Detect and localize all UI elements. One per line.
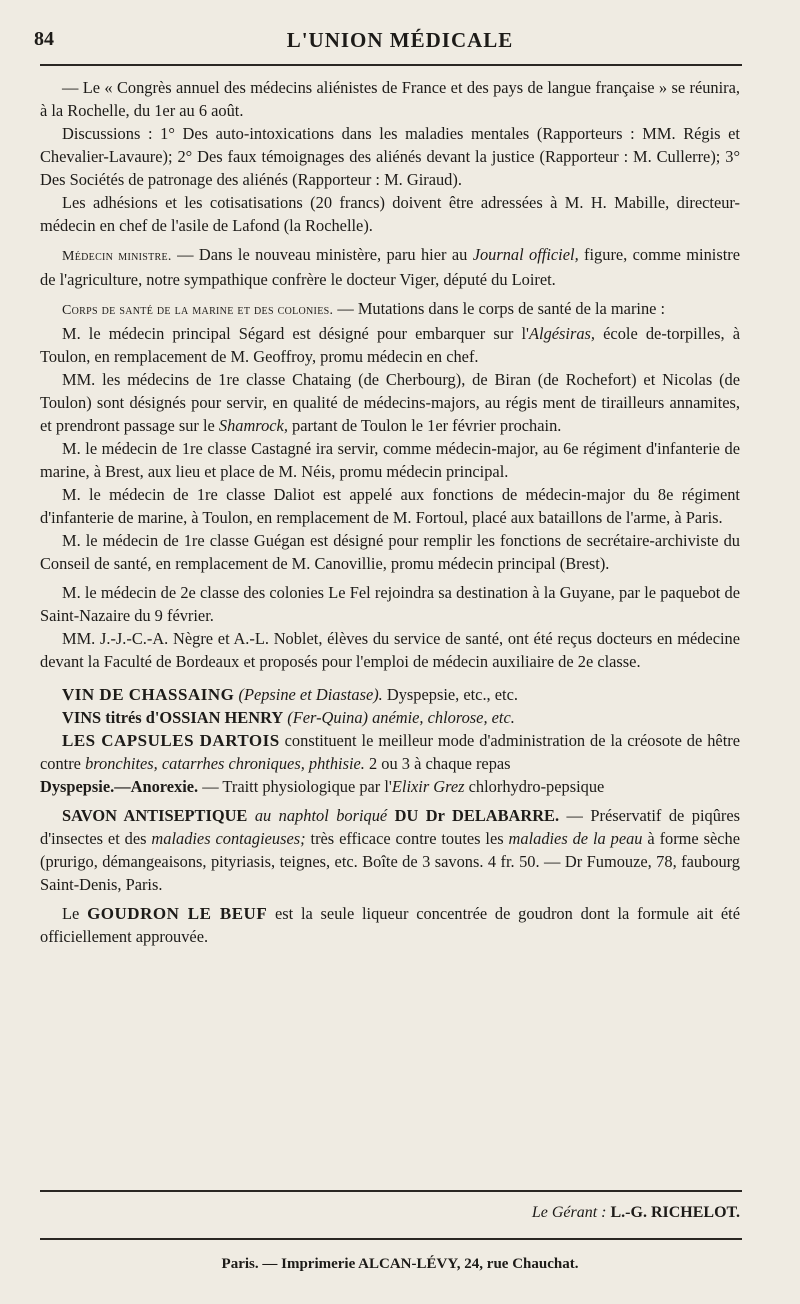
printer-imprint: Paris. — Imprimerie ALCAN-LÉVY, 24, rue Chauchat.: [221, 1256, 579, 1272]
daliot-paragraph: M. le médecin de 1re classe Daliot est appelé aux fonctions de médecin-major du 8e régiment d'infanterie de marine, à Toulon, en remplacement de M. Fortoul, placé aux bataillons de l'arme, à Paris.: [40, 485, 740, 527]
ministre-paragraph: Médecin ministre. — Dans le nouveau ministère, paru hier au Journal officiel, figure, comme ministre de l'agriculture, notre sympathique confrère le docteur Viger, député du Loiret.: [40, 245, 740, 289]
ministre-heading: Médecin ministre.: [62, 249, 172, 264]
fel-paragraph: M. le médecin de 2e classe des colonies Le Fel rejoindra sa destination à la Guyane, par le paquebot de Saint-Nazaire du 9 février.: [40, 583, 740, 625]
corps-paragraph: Corps de santé de la marine et des colonies. — Mutations dans le corps de santé de la marine :: [62, 299, 666, 318]
ad-ossian-henry: VINS titrés d'OSSIAN HENRY (Fer-Quina) anémie, chlorose, etc.: [62, 708, 515, 727]
corps-heading: Corps de santé de la marine et des colonies.: [62, 303, 334, 318]
guegan-paragraph: M. le médecin de 1re classe Guégan est désigné pour remplir les fonctions de secrétaire-archiviste du Conseil de santé, en remplacement de M. Canovillie, promu médecin principal (Brest).: [40, 531, 740, 573]
chataing-paragraph: MM. les médecins de 1re classe Chataing (de Cherbourg), de Biran (de Rochefort) et Nicolas (de Toulon) sont désignés pour servir, en qualité de médecins-majors, au régis ment de tirailleurs annamites, et prendront passage sur le Shamrock, partant de Toulon le 1er février prochain.: [40, 370, 740, 435]
castagne-paragraph: M. le médecin de 1re classe Castagné ira servir, comme médecin-major, au 6e régiment d'infanterie de marine, à Brest, aux lieu et place de M. Néis, promu médecin principal.: [40, 439, 740, 481]
footer-rule-top: [40, 1190, 742, 1192]
congres-discussions: Discussions : 1° Des auto-intoxications dans les maladies mentales (Rapporteurs : MM. Régis et Chevalier-Lavaure); 2° Des faux témoignages des aliénés devant la justice (Rapporteur : M. Cullerre); 3° Des Sociétés de patronage des aliénés (Rapporteur : M. Giraud).: [40, 124, 740, 189]
congres-adhesions: Les adhésions et les cotisatisations (20 francs) doivent être adressées à M. H. Mabille, directeur-médecin en chef de l'asile de Lafond (la Rochelle).: [40, 193, 740, 235]
ad-capsules-dartois: LES CAPSULES DARTOIS constituent le meilleur mode d'administration de la créosote de hêtre contre bronchites, catarrhes chroniques, phthisie. 2 ou 3 à chaque repas: [40, 731, 740, 773]
ad-savon-antiseptique: SAVON ANTISEPTIQUE au naphtol boriqué DU Dr DELABARRE. — Préservatif de piqûres d'insectes et des maladies contagieuses; très efficace contre toutes les maladies de la peau à forme sèche (prurigo, démangeaisons, pityriasis, teignes, etc. Boîte de 3 savons. 4 fr. 50. — Dr Fumouze, 78, faubourg Saint-Denis, Paris.: [40, 806, 741, 894]
article-body: [40, 76, 740, 948]
negre-paragraph: MM. J.-J.-C.-A. Nègre et A.-L. Noblet, élèves du service de santé, ont été reçus docteurs en médecine devant la Faculté de Bordeaux et proposés pour l'emploi de médecin auxiliaire de 2e classe.: [40, 629, 740, 671]
journal-officiel: Journal officiel,: [472, 245, 579, 264]
segard-paragraph: M. le médecin principal Ségard est désigné pour embarquer sur l'Algésiras, école de-torpilles, à Toulon, en remplacement de M. Geoffroy, promu médecin en chef.: [40, 324, 741, 366]
journal-title: L'UNION MÉDICALE: [286, 28, 514, 52]
gerant-line: Le Gérant : L.-G. RICHELOT.: [531, 1204, 740, 1221]
ad-vin-chassaing: VIN DE CHASSAING (Pepsine et Diastase). Dyspepsie, etc., etc.: [62, 685, 518, 704]
congres-announcement: — Le « Congrès annuel des médecins aliénistes de France et des pays de langue française » se réunira, à la Rochelle, du 1er au 6 août.: [40, 78, 740, 120]
ad-goudron-le-beuf: Le GOUDRON LE BEUF est la seule liqueur concentrée de goudron dont la formule ait été officiellement approuvée.: [40, 904, 740, 946]
header-rule: [40, 64, 742, 66]
ad-dyspepsie: Dyspepsie.—Anorexie. — Traitt physiologique par l'Elixir Grez chlorhydro-pepsique: [40, 777, 605, 796]
page-header: [0, 28, 800, 58]
page-number: 84: [34, 28, 54, 50]
footer-rule-bottom: [40, 1238, 742, 1240]
